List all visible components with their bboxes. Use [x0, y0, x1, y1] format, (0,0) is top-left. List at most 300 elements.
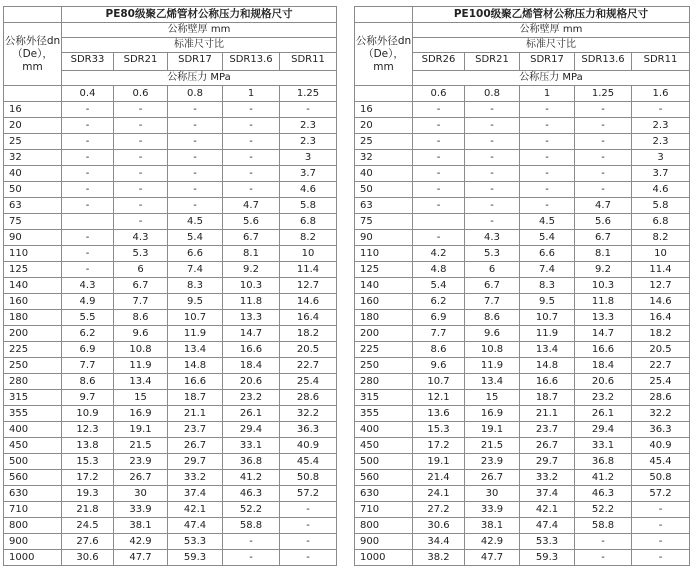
thickness-cell: 11.9: [114, 358, 168, 374]
thickness-cell: -: [168, 134, 223, 150]
sdr-header: 标准尺寸比: [62, 38, 337, 53]
pressure-cell: 1.25: [280, 86, 337, 102]
thickness-cell: 9.5: [168, 294, 223, 310]
thickness-cell: 5.6: [575, 214, 632, 230]
thickness-cell: 30: [114, 486, 168, 502]
thickness-cell: 4.6: [280, 182, 337, 198]
thickness-cell: 6: [114, 262, 168, 278]
thickness-cell: -: [413, 134, 465, 150]
thickness-cell: 10.8: [114, 342, 168, 358]
thickness-cell: 8.6: [465, 310, 520, 326]
dn-cell: 20: [4, 118, 62, 134]
thickness-cell: -: [632, 102, 690, 118]
thickness-cell: 5.4: [413, 278, 465, 294]
thickness-cell: -: [114, 102, 168, 118]
thickness-cell: 6.7: [575, 230, 632, 246]
thickness-cell: 46.3: [575, 486, 632, 502]
pe100-table-panel: [354, 6, 690, 566]
thickness-cell: 23.9: [114, 454, 168, 470]
thickness-cell: 30.6: [413, 518, 465, 534]
thickness-cell: 33.1: [223, 438, 280, 454]
outer-diameter-label-line: 公称外径dn: [4, 34, 61, 47]
table-row: [4, 486, 337, 502]
dn-cell: 40: [355, 166, 413, 182]
thickness-cell: 4.7: [575, 198, 632, 214]
table-row: [4, 534, 337, 550]
outer-diameter-label-line: 公称外径dn: [355, 34, 412, 47]
thickness-cell: 6: [465, 262, 520, 278]
sdr-cell: SDR21: [114, 53, 168, 71]
thickness-cell: 40.9: [632, 438, 690, 454]
nominal-pressure-header: 公称压力 MPa: [62, 71, 337, 86]
thickness-cell: 10.7: [413, 374, 465, 390]
thickness-cell: -: [280, 102, 337, 118]
thickness-cell: -: [632, 502, 690, 518]
dn-cell: 400: [4, 422, 62, 438]
thickness-cell: -: [520, 102, 575, 118]
table-row: [4, 470, 337, 486]
table-row: [4, 550, 337, 566]
thickness-cell: 5.4: [168, 230, 223, 246]
dn-cell: 75: [355, 214, 413, 230]
thickness-cell: -: [575, 102, 632, 118]
thickness-cell: 45.4: [632, 454, 690, 470]
thickness-cell: 3.7: [280, 166, 337, 182]
thickness-cell: 7.7: [114, 294, 168, 310]
thickness-cell: -: [632, 534, 690, 550]
thickness-cell: 22.7: [632, 358, 690, 374]
thickness-cell: 30.6: [62, 550, 114, 566]
thickness-cell: 47.4: [168, 518, 223, 534]
table-row: [4, 326, 337, 342]
thickness-cell: 8.3: [520, 278, 575, 294]
dn-cell: 630: [355, 486, 413, 502]
thickness-cell: -: [62, 102, 114, 118]
table-row: [4, 390, 337, 406]
outer-diameter-label-line: （De），: [12, 47, 53, 60]
thickness-cell: -: [168, 150, 223, 166]
thickness-cell: 47.7: [465, 550, 520, 566]
thickness-cell: 2.3: [280, 118, 337, 134]
dn-cell: 125: [4, 262, 62, 278]
thickness-cell: 13.4: [168, 342, 223, 358]
thickness-cell: 11.9: [520, 326, 575, 342]
thickness-cell: -: [413, 198, 465, 214]
table-row: [355, 358, 690, 374]
dn-cell: 500: [4, 454, 62, 470]
thickness-cell: 52.2: [223, 502, 280, 518]
dn-cell: 315: [355, 390, 413, 406]
table-row: [4, 262, 337, 278]
thickness-cell: -: [465, 150, 520, 166]
thickness-cell: -: [465, 102, 520, 118]
thickness-cell: 28.6: [280, 390, 337, 406]
thickness-cell: -: [413, 230, 465, 246]
dn-cell: 225: [355, 342, 413, 358]
thickness-cell: 15.3: [62, 454, 114, 470]
dn-cell: 1000: [4, 550, 62, 566]
thickness-cell: 18.2: [632, 326, 690, 342]
thickness-cell: 18.2: [280, 326, 337, 342]
thickness-cell: 6.2: [62, 326, 114, 342]
dn-cell: 1000: [355, 550, 413, 566]
pe80-table-panel: [3, 6, 337, 566]
thickness-cell: -: [575, 182, 632, 198]
thickness-cell: 20.6: [223, 374, 280, 390]
dn-cell: 225: [4, 342, 62, 358]
title-row: [4, 7, 337, 23]
table-row: [4, 198, 337, 214]
thickness-cell: 33.9: [114, 502, 168, 518]
thickness-cell: 8.2: [280, 230, 337, 246]
thickness-cell: 29.7: [168, 454, 223, 470]
title-row: [355, 7, 690, 23]
thickness-cell: 11.9: [465, 358, 520, 374]
table-row: [355, 230, 690, 246]
table-row: [355, 326, 690, 342]
thickness-cell: 47.7: [114, 550, 168, 566]
thickness-cell: -: [520, 118, 575, 134]
thickness-cell: [413, 214, 465, 230]
thickness-cell: 6.9: [62, 342, 114, 358]
thickness-cell: 26.7: [114, 470, 168, 486]
thickness-cell: 6.2: [413, 294, 465, 310]
dn-cell: 63: [4, 198, 62, 214]
thickness-cell: 38.1: [465, 518, 520, 534]
thickness-cell: 5.8: [280, 198, 337, 214]
dn-cell: 280: [4, 374, 62, 390]
dn-cell: 180: [4, 310, 62, 326]
thickness-cell: 13.3: [575, 310, 632, 326]
thickness-cell: 12.7: [280, 278, 337, 294]
thickness-cell: -: [114, 134, 168, 150]
thickness-cell: -: [223, 150, 280, 166]
thickness-cell: 37.4: [168, 486, 223, 502]
dn-cell: 200: [4, 326, 62, 342]
dn-cell: 900: [4, 534, 62, 550]
thickness-cell: -: [168, 118, 223, 134]
thickness-cell: 8.6: [62, 374, 114, 390]
outer-diameter-header: [355, 23, 413, 86]
thickness-cell: 13.6: [413, 406, 465, 422]
dn-cell: 32: [355, 150, 413, 166]
thickness-cell: 50.8: [280, 470, 337, 486]
thickness-cell: 19.1: [114, 422, 168, 438]
thickness-cell: -: [223, 102, 280, 118]
table-row: [355, 150, 690, 166]
thickness-cell: -: [575, 534, 632, 550]
table-row: [4, 454, 337, 470]
pressure-cell: 1: [520, 86, 575, 102]
thickness-cell: 3: [280, 150, 337, 166]
thickness-cell: -: [465, 118, 520, 134]
thickness-cell: 12.7: [632, 278, 690, 294]
thickness-cell: 7.4: [520, 262, 575, 278]
thickness-cell: -: [575, 166, 632, 182]
thickness-cell: 17.2: [413, 438, 465, 454]
sdr-cell: SDR21: [465, 53, 520, 71]
table-row: [355, 198, 690, 214]
thickness-cell: 25.4: [632, 374, 690, 390]
sdr-cell: SDR13.6: [223, 53, 280, 71]
thickness-cell: 14.8: [168, 358, 223, 374]
thickness-cell: -: [62, 134, 114, 150]
thickness-cell: 14.8: [520, 358, 575, 374]
thickness-cell: 13.4: [114, 374, 168, 390]
table-row: [4, 118, 337, 134]
thickness-cell: 4.8: [413, 262, 465, 278]
thickness-cell: 16.6: [575, 342, 632, 358]
thickness-cell: 40.9: [280, 438, 337, 454]
thickness-cell: 23.2: [223, 390, 280, 406]
table-row: [4, 150, 337, 166]
sdr-cell: SDR13.6: [575, 53, 632, 71]
thickness-cell: -: [520, 150, 575, 166]
thickness-cell: 5.8: [632, 198, 690, 214]
thickness-cell: 7.7: [413, 326, 465, 342]
thickness-cell: 28.6: [632, 390, 690, 406]
thickness-cell: 22.7: [280, 358, 337, 374]
thickness-cell: 41.2: [575, 470, 632, 486]
pressure-cell: 1.6: [632, 86, 690, 102]
table-row: [355, 534, 690, 550]
dn-cell: 450: [355, 438, 413, 454]
pressure-blank-cell: [4, 86, 62, 102]
table-row: [4, 214, 337, 230]
thickness-cell: -: [520, 182, 575, 198]
thickness-cell: 36.8: [223, 454, 280, 470]
thickness-cell: 19.3: [62, 486, 114, 502]
thickness-cell: 4.9: [62, 294, 114, 310]
thickness-cell: 26.1: [223, 406, 280, 422]
thickness-cell: 9.6: [465, 326, 520, 342]
thickness-cell: 57.2: [280, 486, 337, 502]
thickness-cell: 26.7: [168, 438, 223, 454]
dn-cell: 25: [355, 134, 413, 150]
thickness-cell: 18.7: [168, 390, 223, 406]
dn-cell: 450: [4, 438, 62, 454]
dn-cell: 160: [355, 294, 413, 310]
dn-cell: 160: [4, 294, 62, 310]
thickness-cell: 4.5: [168, 214, 223, 230]
thickness-cell: 33.2: [168, 470, 223, 486]
thickness-cell: 9.6: [413, 358, 465, 374]
thickness-cell: 38.1: [114, 518, 168, 534]
thickness-cell: 9.5: [520, 294, 575, 310]
thickness-cell: 11.9: [168, 326, 223, 342]
dn-cell: 25: [4, 134, 62, 150]
thickness-cell: 29.7: [520, 454, 575, 470]
thickness-cell: 23.7: [520, 422, 575, 438]
thickness-cell: 10.8: [465, 342, 520, 358]
thickness-cell: 11.8: [223, 294, 280, 310]
spec-table: [354, 6, 690, 566]
pressure-blank-cell: [355, 86, 413, 102]
thickness-cell: 18.7: [520, 390, 575, 406]
pressure-cell: 0.4: [62, 86, 114, 102]
table-row: [355, 486, 690, 502]
dn-cell: 90: [4, 230, 62, 246]
header-row: [4, 23, 337, 38]
thickness-cell: 23.7: [168, 422, 223, 438]
dn-cell: 16: [355, 102, 413, 118]
table-title: PE100级聚乙烯管材公称压力和规格尺寸: [413, 7, 690, 23]
dn-cell: 355: [355, 406, 413, 422]
thickness-cell: 9.2: [575, 262, 632, 278]
outer-diameter-label-line: mm: [373, 60, 394, 73]
dn-cell: 400: [355, 422, 413, 438]
thickness-cell: 16.6: [520, 374, 575, 390]
thickness-cell: 18.4: [223, 358, 280, 374]
thickness-cell: -: [280, 534, 337, 550]
thickness-cell: 16.6: [168, 374, 223, 390]
thickness-cell: 42.1: [520, 502, 575, 518]
thickness-cell: 5.6: [223, 214, 280, 230]
thickness-cell: 59.3: [520, 550, 575, 566]
dn-cell: 20: [355, 118, 413, 134]
thickness-cell: 27.6: [62, 534, 114, 550]
table-row: [355, 118, 690, 134]
thickness-cell: 26.7: [520, 438, 575, 454]
thickness-cell: -: [632, 518, 690, 534]
thickness-cell: 17.2: [62, 470, 114, 486]
table-row: [4, 502, 337, 518]
thickness-cell: 33.2: [520, 470, 575, 486]
table-row: [355, 342, 690, 358]
thickness-cell: 13.4: [465, 374, 520, 390]
thickness-cell: 7.7: [62, 358, 114, 374]
thickness-cell: 21.1: [520, 406, 575, 422]
thickness-cell: -: [413, 166, 465, 182]
thickness-cell: 16.9: [465, 406, 520, 422]
thickness-cell: 13.8: [62, 438, 114, 454]
thickness-cell: 58.8: [223, 518, 280, 534]
thickness-cell: [62, 214, 114, 230]
thickness-cell: 15: [465, 390, 520, 406]
thickness-cell: 15.3: [413, 422, 465, 438]
dn-cell: 40: [4, 166, 62, 182]
dn-cell: 140: [4, 278, 62, 294]
thickness-cell: 14.6: [280, 294, 337, 310]
thickness-cell: 11.8: [575, 294, 632, 310]
thickness-cell: -: [168, 102, 223, 118]
thickness-cell: 3.7: [632, 166, 690, 182]
dn-cell: 560: [4, 470, 62, 486]
dn-cell: 50: [355, 182, 413, 198]
table-row: [4, 310, 337, 326]
thickness-cell: 6.7: [465, 278, 520, 294]
thickness-cell: 15: [114, 390, 168, 406]
dn-cell: 250: [355, 358, 413, 374]
dn-cell: 560: [355, 470, 413, 486]
thickness-cell: -: [520, 134, 575, 150]
table-row: [4, 406, 337, 422]
outer-diameter-header: [4, 23, 62, 86]
thickness-cell: -: [62, 182, 114, 198]
thickness-cell: 26.7: [465, 470, 520, 486]
thickness-cell: 8.1: [223, 246, 280, 262]
pressure-cell: 1: [223, 86, 280, 102]
table-row: [355, 246, 690, 262]
outer-diameter-label-line: mm: [22, 60, 43, 73]
pressure-cell: 1.25: [575, 86, 632, 102]
thickness-cell: -: [465, 166, 520, 182]
table-row: [355, 390, 690, 406]
thickness-cell: 42.9: [114, 534, 168, 550]
thickness-cell: 2.3: [280, 134, 337, 150]
thickness-cell: 32.2: [632, 406, 690, 422]
wall-thickness-header: 公称壁厚 mm: [413, 23, 690, 38]
thickness-cell: 21.5: [465, 438, 520, 454]
thickness-cell: 13.3: [223, 310, 280, 326]
thickness-cell: 19.1: [465, 422, 520, 438]
thickness-cell: 5.3: [114, 246, 168, 262]
table-row: [355, 134, 690, 150]
table-row: [4, 342, 337, 358]
thickness-cell: -: [168, 166, 223, 182]
thickness-cell: -: [413, 182, 465, 198]
dn-cell: 280: [355, 374, 413, 390]
thickness-cell: 37.4: [520, 486, 575, 502]
thickness-cell: 2.3: [632, 134, 690, 150]
thickness-cell: -: [465, 182, 520, 198]
thickness-cell: 58.8: [575, 518, 632, 534]
thickness-cell: 6.6: [520, 246, 575, 262]
thickness-cell: 24.1: [413, 486, 465, 502]
thickness-cell: 29.4: [223, 422, 280, 438]
thickness-cell: 6.8: [280, 214, 337, 230]
thickness-cell: 14.6: [632, 294, 690, 310]
thickness-cell: 50.8: [632, 470, 690, 486]
thickness-cell: -: [575, 134, 632, 150]
sdr-cell: SDR17: [520, 53, 575, 71]
thickness-cell: 5.4: [520, 230, 575, 246]
table-row: [355, 310, 690, 326]
thickness-cell: -: [168, 182, 223, 198]
thickness-cell: -: [114, 166, 168, 182]
thickness-cell: 42.9: [465, 534, 520, 550]
corner-cell: [355, 7, 413, 23]
dn-cell: 75: [4, 214, 62, 230]
outer-diameter-label-line: （De），: [363, 47, 404, 60]
thickness-cell: 8.2: [632, 230, 690, 246]
thickness-cell: 12.1: [413, 390, 465, 406]
thickness-cell: 20.6: [575, 374, 632, 390]
thickness-cell: 6.8: [632, 214, 690, 230]
table-row: [355, 166, 690, 182]
sdr-cell: SDR26: [413, 53, 465, 71]
dn-cell: 710: [355, 502, 413, 518]
thickness-cell: 6.9: [413, 310, 465, 326]
pressure-cell: 0.8: [168, 86, 223, 102]
sdr-cell: SDR33: [62, 53, 114, 71]
dn-cell: 125: [355, 262, 413, 278]
thickness-cell: 14.7: [223, 326, 280, 342]
thickness-cell: -: [114, 214, 168, 230]
table-row: [355, 374, 690, 390]
dn-cell: 500: [355, 454, 413, 470]
thickness-cell: 4.3: [465, 230, 520, 246]
table-row: [4, 166, 337, 182]
thickness-cell: 33.1: [575, 438, 632, 454]
dn-cell: 180: [355, 310, 413, 326]
thickness-cell: 41.2: [223, 470, 280, 486]
thickness-cell: 36.3: [632, 422, 690, 438]
thickness-cell: -: [168, 198, 223, 214]
thickness-cell: 11.4: [280, 262, 337, 278]
table-row: [355, 502, 690, 518]
header-row: [355, 23, 690, 38]
